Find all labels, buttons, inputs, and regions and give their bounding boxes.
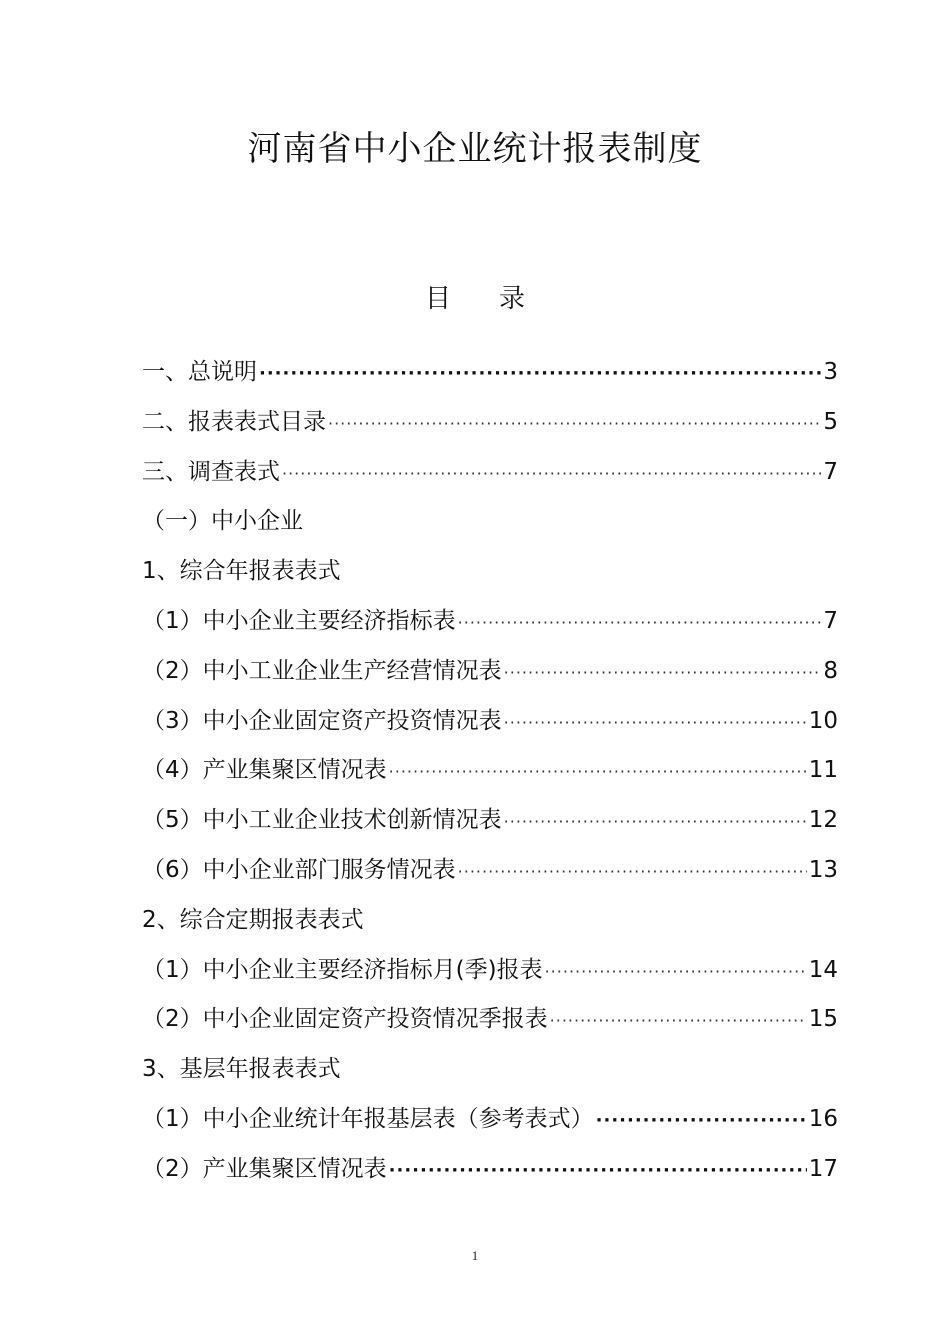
toc-entry-page: 8 (823, 657, 838, 684)
toc-dot-leader (504, 648, 822, 698)
toc-dot-leader (458, 847, 807, 897)
toc-heading: 目录 (424, 284, 573, 314)
toc-dot-leader (282, 449, 821, 499)
toc-entry[interactable] (142, 946, 838, 996)
toc-entry-page: 7 (823, 458, 838, 485)
table-of-contents (142, 348, 838, 1195)
toc-entry-page: 10 (808, 707, 838, 734)
toc-entry-page: 3 (823, 359, 838, 385)
toc-entry[interactable] (142, 796, 838, 846)
toc-entry-label: 三、调查表式 (142, 458, 280, 485)
toc-entry[interactable] (142, 348, 838, 398)
toc-entry[interactable] (142, 1045, 838, 1095)
toc-entry-page: 14 (808, 956, 838, 983)
toc-entry[interactable] (142, 497, 838, 547)
toc-entry-label: （1）中小企业主要经济指标月(季)报表 (142, 956, 543, 983)
page-number: 1 (471, 1248, 479, 1263)
toc-entry-label: 一、总说明 (142, 359, 257, 385)
toc-entry[interactable] (142, 597, 838, 647)
toc-entry-label: 2、综合定期报表表式 (142, 906, 364, 933)
toc-entry-label: （1）中小企业主要经济指标表 (142, 607, 456, 634)
toc-entry[interactable] (142, 547, 838, 597)
toc-entry[interactable] (142, 995, 838, 1045)
toc-dot-leader (389, 747, 807, 797)
toc-entry-page: 13 (808, 856, 838, 883)
toc-dot-leader (545, 947, 807, 997)
toc-entry-page: 12 (808, 807, 838, 834)
toc-entry-label: 二、报表表式目录 (142, 408, 326, 435)
toc-entry-label: （4）产业集聚区情况表 (142, 757, 387, 784)
toc-entry-page: 11 (808, 757, 838, 784)
toc-entry[interactable] (142, 697, 838, 747)
toc-entry-label: 1、综合年报表表式 (142, 558, 341, 585)
toc-dot-leader (389, 1146, 807, 1196)
toc-dot-leader (504, 797, 807, 847)
toc-dot-leader (259, 349, 821, 399)
toc-entry[interactable] (142, 846, 838, 896)
toc-entry[interactable] (142, 448, 838, 498)
toc-entry-page: 15 (808, 1006, 838, 1033)
toc-entry[interactable] (142, 1095, 838, 1145)
toc-entry-label: （3）中小企业固定资产投资情况表 (142, 707, 502, 734)
toc-entry-page: 5 (823, 408, 838, 435)
toc-dot-leader (458, 598, 822, 648)
toc-dot-leader (596, 1096, 807, 1146)
toc-entry-label: （6）中小企业部门服务情况表 (142, 856, 456, 883)
toc-entry-label: （2）中小企业固定资产投资情况季报表 (142, 1006, 548, 1033)
toc-entry-page: 16 (808, 1105, 838, 1132)
toc-entry-label: （2）产业集聚区情况表 (142, 1155, 387, 1182)
toc-entry[interactable] (142, 398, 838, 448)
toc-entry-label: （一）中小企业 (142, 508, 303, 535)
toc-entry[interactable] (142, 1145, 838, 1195)
toc-entry-page: 7 (823, 607, 838, 634)
toc-entry-page: 17 (808, 1155, 838, 1182)
document-title: 河南省中小企业统计报表制度 (247, 129, 703, 169)
toc-dot-leader (550, 996, 807, 1046)
toc-entry[interactable] (142, 746, 838, 796)
toc-entry[interactable] (142, 647, 838, 697)
toc-entry-label: （2）中小工业企业生产经营情况表 (142, 657, 502, 684)
toc-entry[interactable] (142, 896, 838, 946)
toc-entry-label: （5）中小工业企业技术创新情况表 (142, 807, 502, 834)
toc-dot-leader (328, 399, 821, 449)
toc-dot-leader (504, 698, 807, 748)
toc-entry-label: （1）中小企业统计年报基层表（参考表式） (142, 1105, 594, 1132)
toc-entry-label: 3、基层年报表表式 (142, 1056, 341, 1083)
